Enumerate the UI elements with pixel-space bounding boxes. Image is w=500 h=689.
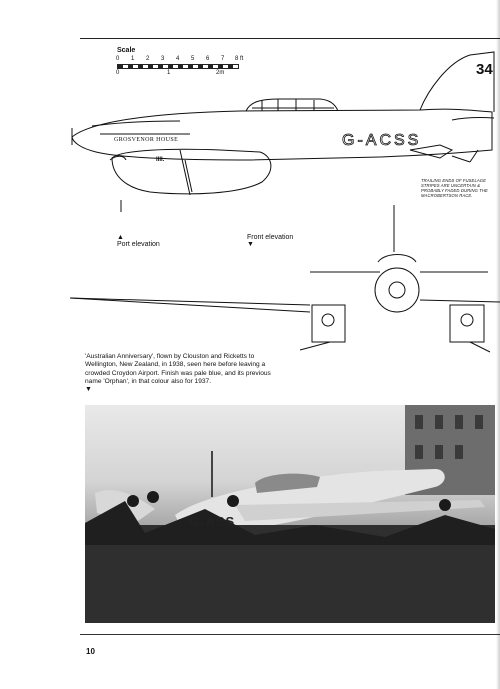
stripe-note: TRAILING ENDS OF FUSELAGE STRIPES ARE UNCERTAIN & PROBABLY FADED DURING THE MACROBERTSON RACE. [421, 178, 488, 198]
scale-tick: 5 [191, 56, 195, 62]
port-elevation-label [117, 234, 160, 248]
nacelle-right [450, 305, 484, 342]
scale-tick: 1 [131, 56, 135, 62]
undercarriage-front [300, 342, 490, 352]
arrow-down-icon: ▼ [247, 241, 254, 248]
small-marking: IIII. [156, 157, 165, 163]
nacelle-left [312, 305, 345, 342]
scale-tick: 3 [161, 56, 165, 62]
bottom-rule [80, 634, 500, 635]
page-number: 10 [86, 647, 95, 656]
scale-tick: 0 [116, 56, 120, 62]
front-elevation-label [247, 234, 293, 248]
scale-tick: 6 [206, 56, 210, 62]
scale-tick: 2 [146, 56, 150, 62]
tailplane [452, 118, 494, 120]
registration-marking: G-ACSS [342, 132, 422, 149]
undercarriage-leg [180, 150, 192, 195]
spinner-right [461, 314, 473, 326]
arrow-up-icon: ▲ [117, 234, 124, 241]
fuselage-name-marking: GROSVENOR HOUSE [114, 137, 179, 143]
fuselage-front [375, 268, 419, 312]
scale-title: Scale [117, 47, 136, 54]
photo-image [85, 405, 495, 623]
canopy-front [378, 255, 416, 263]
scale-tick: 0 [116, 70, 120, 76]
port-elevation-text: Port elevation [117, 241, 160, 248]
spinner-left [322, 314, 334, 326]
photo-caption [85, 353, 285, 394]
caption-text: 'Australian Anniversary', flown by Clouston and Ricketts to Wellington, New Zealand, in 1938, seen here before leaving a crowded Croydon Airport. Finish was pale blue, and its previous name 'Orphan', in that colour also for 1937. [85, 353, 271, 385]
photograph [85, 405, 495, 623]
canopy-outline [246, 99, 338, 111]
fuselage-outline [72, 109, 492, 160]
front-elevation-text: Front elevation [247, 234, 294, 241]
arrow-down-icon: ▼ [85, 386, 92, 394]
scale-tick: 8 ft [235, 56, 244, 62]
canopy-bars [262, 99, 314, 111]
photo-registration: G-ASS [189, 514, 236, 529]
race-number: 34 [476, 61, 493, 78]
scale-tick: 7 [221, 56, 225, 62]
spinner-front [389, 282, 405, 298]
scale-tick: 4 [176, 56, 180, 62]
scale-tick: 1 [167, 70, 171, 76]
scale-tick: 2m [216, 70, 225, 76]
wing-lower-edge [70, 298, 310, 312]
